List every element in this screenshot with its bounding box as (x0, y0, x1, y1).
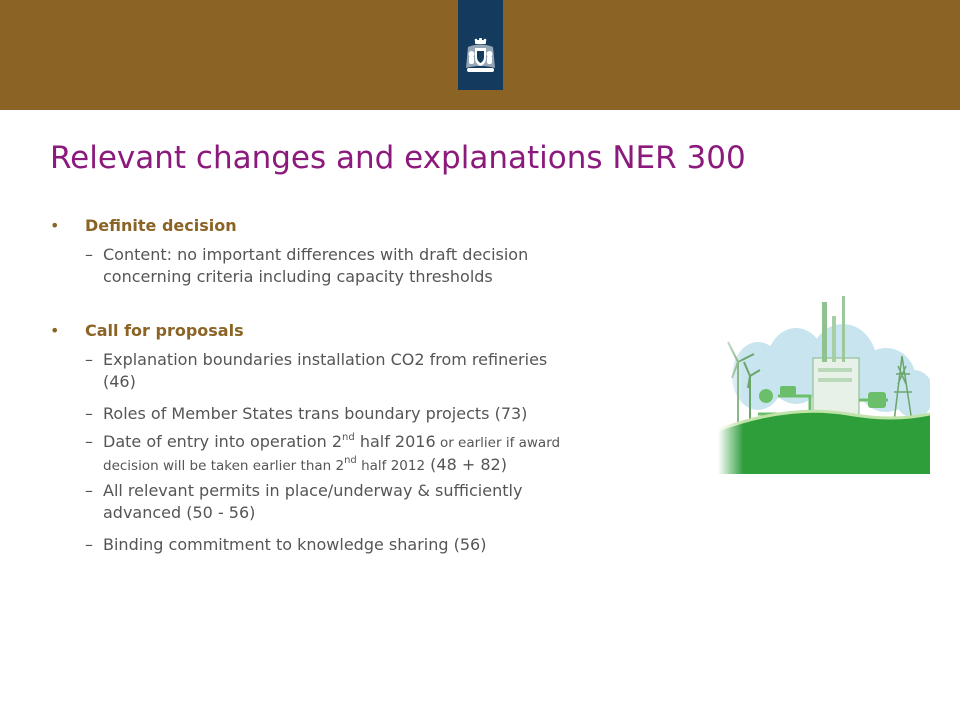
green-energy-landscape-illustration (718, 296, 930, 474)
list-item-line: Roles of Member States trans boundary projects (73) (103, 404, 528, 423)
list-item-line (85, 454, 725, 477)
list-item (85, 534, 725, 556)
list-item (85, 244, 725, 288)
list-item (85, 480, 725, 524)
list-item-line: Explanation boundaries installation CO2 from refineries (103, 350, 548, 369)
list-item-line: (46) (103, 372, 136, 391)
list-item (85, 403, 725, 425)
list-item-line (85, 431, 725, 454)
page-title: Relevant changes and explanations NER 300 (50, 140, 746, 176)
dash-marker: – (85, 535, 93, 554)
list-item (85, 431, 725, 477)
list-item-text: Date of entry into operation 2 (103, 432, 343, 451)
bullet-dot: • (50, 321, 60, 340)
superscript: nd (344, 455, 357, 466)
list-item-text: half 2016 (354, 432, 436, 451)
superscript: nd (342, 432, 355, 443)
list-item (85, 349, 725, 393)
list-item-text: decision will be taken earlier than 2 (103, 458, 345, 474)
list-item-line: concerning criteria including capacity thresholds (103, 267, 493, 286)
dash-marker: – (85, 350, 93, 369)
list-item-line: Binding commitment to knowledge sharing (56) (103, 535, 487, 554)
list-item-line: advanced (50 - 56) (103, 503, 256, 522)
list-item-text: or earlier if award (435, 435, 561, 451)
dash-marker: – (85, 245, 93, 264)
section-heading: Call for proposals (85, 321, 244, 340)
list-item-text: half 2012 (356, 458, 426, 474)
list-item-line: All relevant permits in place/underway & sufficiently (103, 481, 523, 500)
dash-marker: – (85, 481, 93, 500)
dash-marker: – (85, 404, 93, 423)
list-item-line: Content: no important differences with draft decision (103, 245, 529, 264)
dash-marker: – (85, 432, 93, 451)
list-item-text: (48 + 82) (425, 455, 507, 474)
bullet-dot: • (50, 216, 60, 235)
section-heading: Definite decision (85, 216, 237, 235)
